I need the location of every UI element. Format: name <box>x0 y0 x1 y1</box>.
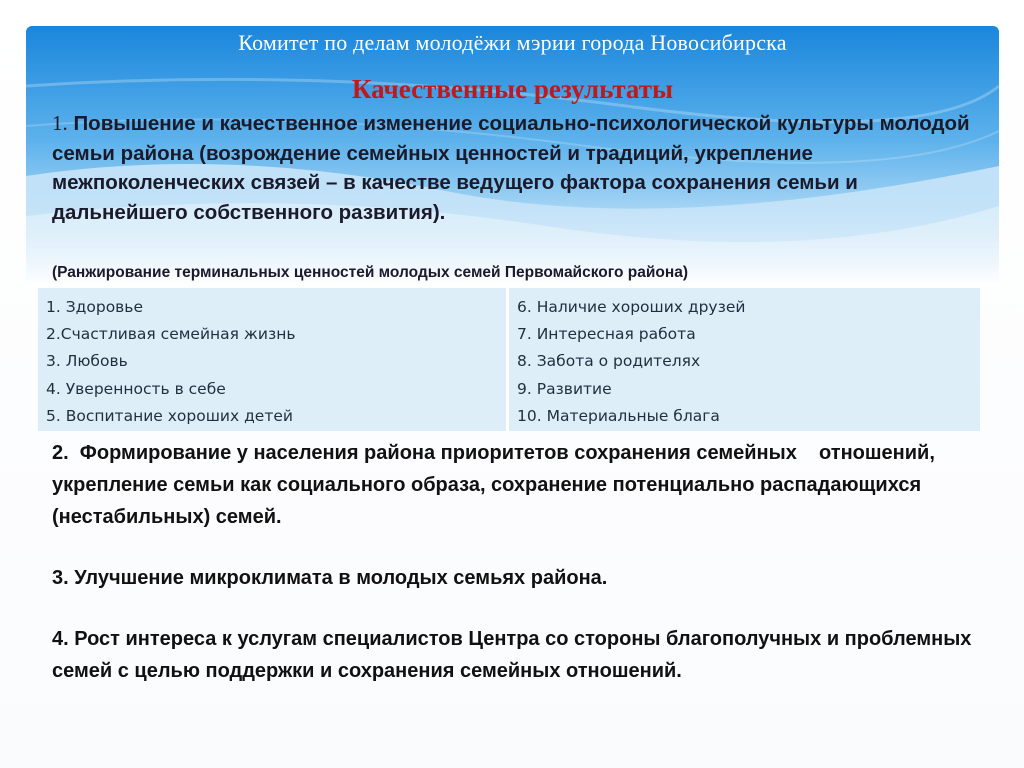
section-title: Качественные результаты <box>351 74 674 104</box>
value-item: 10. Материальные блага <box>517 406 720 425</box>
value-item: 1. Здоровье <box>46 298 143 316</box>
organization-title: Комитет по делам молодёжи мэрии города Новосибирска <box>238 30 787 55</box>
value-item: 8. Забота о родителях <box>517 352 701 371</box>
value-item: 9. Развитие <box>517 379 612 398</box>
value-item: 3. Любовь <box>46 352 128 371</box>
value-item: 2.Счастливая семейная жизнь <box>46 325 296 344</box>
point-1-text: Повышение и качественное изменение социально-психологической культуры молодой семьи района (возрождение семейных ценностей и традиций, укрепление межпоколенческих связей – в качестве ведущего фактора сохранения семьи и дальнейшего собственного развития). <box>52 112 970 224</box>
result-point-1 <box>52 109 982 227</box>
result-point-4: 4. Рост интереса к услугам специалистов Центра со стороны благополучных и проблемных семей с целью поддержки и сохранения семейных отношений. <box>52 628 972 682</box>
value-item: 4. Уверенность в себе <box>46 379 226 398</box>
ranking-caption: (Ранжирование терминальных ценностей молодых семей Первомайского района) <box>52 264 688 281</box>
values-ranking-table <box>38 288 980 431</box>
point-1-number: 1. <box>52 111 68 135</box>
values-column-left <box>38 288 509 431</box>
result-point-2: 2. Формирование у населения района приоритетов сохранения семейных отношений, укрепление семьи как социального образа, сохранение потенциально распадающихся (нестабильных) семей. <box>52 442 941 528</box>
result-point-3: 3. Улучшение микроклимата в молодых семьях района. <box>52 567 608 589</box>
value-item: 6. Наличие хороших друзей <box>517 298 746 316</box>
value-item: 5. Воспитание хороших детей <box>46 406 293 425</box>
values-column-right <box>509 288 980 431</box>
value-item: 7. Интересная работа <box>517 325 696 344</box>
